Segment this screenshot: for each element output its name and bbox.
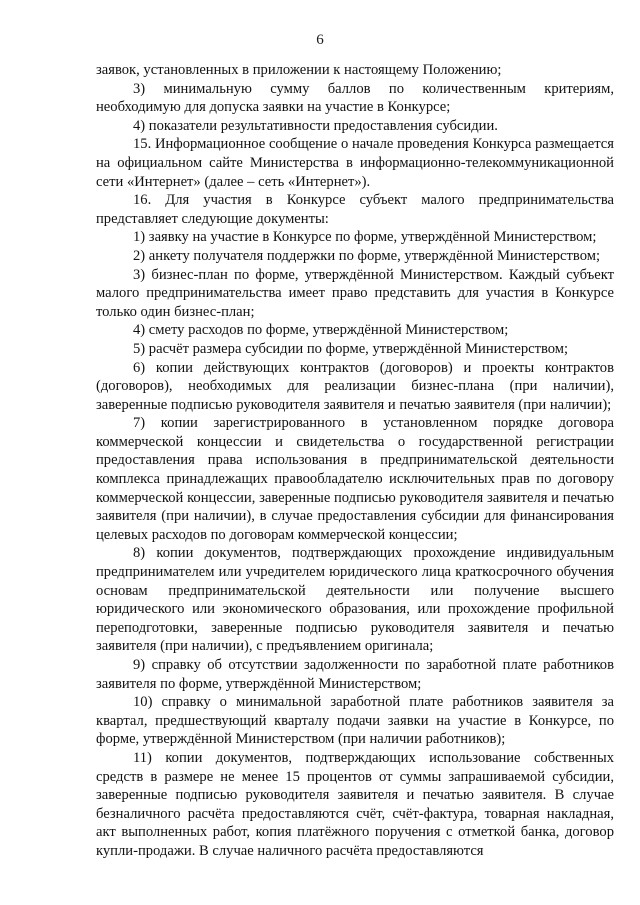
list-item-11: 11) копии документов, подтверждающих использование собственных средств в размере не менее 15 процентов от суммы запрашиваемой субсидии, заверенные подписью руководителя заявителя и печатью заявителя. В случае безналичного расчёта предоставляются счёт, счёт-фактура, товарная накладная, акт выполненных работ, копия платёжного поручения с отметкой банка, договор купли-продажи. В случае наличного расчёта предоставляются xyxy=(96,749,614,859)
list-item-4: 4) смету расходов по форме, утверждённой Министерством; xyxy=(133,322,509,339)
list-item-1: 1) заявку на участие в Конкурсе по форме, утверждённой Министерством; xyxy=(133,229,597,246)
list-item-6: 6) копии действующих контрактов (договоров) и проекты контрактов (договоров), необходимых для реализации бизнес-плана (при наличии), заверенные подписью руководителя заявителя и печатью заявителя (при наличии); xyxy=(96,359,614,413)
list-item-3: 3) бизнес-план по форме, утверждённой Министерством. Каждый субъект малого предпринимательства имеет право представить для участия в Конкурсе только один бизнес-план; xyxy=(96,266,614,320)
list-item-10: 10) справку о минимальной заработной плате работников заявителя за квартал, предшествующий кварталу подачи заявки на участие в Конкурсе, по форме, утверждённой Министерством (при наличии работников); xyxy=(96,694,614,748)
paragraph-item-4: 4) показатели результативности предоставления субсидии. xyxy=(133,117,498,134)
list-item-2: 2) анкету получателя поддержки по форме, утверждённой Министерством; xyxy=(133,247,600,264)
list-item-7: 7) копии зарегистрированного в установленном порядке договора коммерческой концессии и свидетельства о государственной регистрации предоставления права использования в предпринимательской деятельности комплекса принадлежащих правообладателю исключительных прав по договору коммерческой концессии, заверенные подписью руководителя заявителя и печатью заявителя (при наличии), в случае предоставления субсидии для финансирования целевых расходов по договорам коммерческой концессии; xyxy=(96,415,614,543)
paragraph-clause-16: 16. Для участия в Конкурсе субъект малого предпринимательства представляет следующие документы: xyxy=(96,192,614,227)
list-item-9: 9) справку об отсутствии задолженности по заработной плате работников заявителя по форме, утверждённой Министерством; xyxy=(96,657,614,692)
list-item-5: 5) расчёт размера субсидии по форме, утверждённой Министерством; xyxy=(133,340,569,357)
document-body xyxy=(96,61,614,861)
paragraph-continuation: заявок, установленных в приложении к настоящему Положению; xyxy=(96,62,502,78)
paragraph-item-3: 3) минимальную сумму баллов по количественным критериям, необходимую для допуска заявки на участие в Конкурсе; xyxy=(96,80,614,116)
paragraph-clause-15: 15. Информационное сообщение о начале проведения Конкурса размещается на официальном сайте Министерства в информационно-телекоммуникационной сети «Интернет» (далее – сеть «Интернет»). xyxy=(96,136,614,190)
page-number: 6 xyxy=(316,32,324,48)
list-item-8: 8) копии документов, подтверждающих прохождение индивидуальным предпринимателем или учредителем юридического лица краткосрочного обучения основам предпринимательской деятельности или получение высшего юридического или экономического образования, или прохождение профильной переподготовки, заверенные подписью руководителя заявителя и печатью заявителя (при наличии), с предъявлением оригинала; xyxy=(96,545,614,655)
